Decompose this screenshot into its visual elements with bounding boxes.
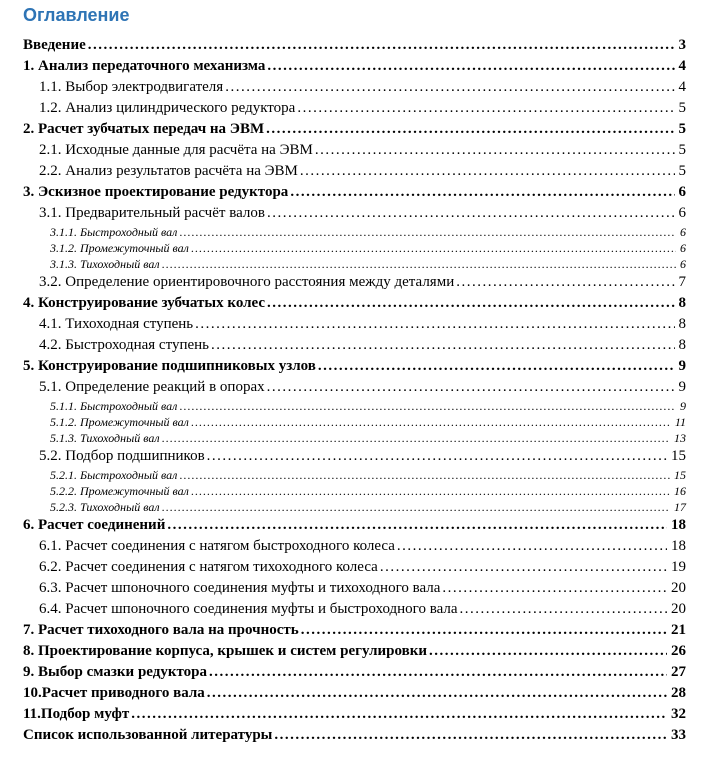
- toc-entry-label[interactable]: 3.1.1. Быстроходный вал: [50, 225, 178, 239]
- toc-entry-label[interactable]: 3.1.2. Промежуточный вал: [50, 241, 189, 255]
- toc-leader-dots: [456, 272, 674, 293]
- toc-leader-dots: [207, 683, 667, 704]
- toc-leader-dots: [195, 314, 674, 335]
- toc-entry-page[interactable]: 9: [678, 379, 686, 395]
- toc-leader-dots: [191, 414, 671, 430]
- toc-entry-label[interactable]: 5.2.3. Тихоходный вал: [50, 500, 160, 514]
- toc-entry-page[interactable]: 15: [674, 468, 686, 482]
- toc-entry[interactable]: [23, 578, 686, 599]
- toc-entry-label[interactable]: 6.4. Расчет шпоночного соединения муфты и быстроходного вала: [39, 601, 458, 617]
- toc-leader-dots: [162, 499, 670, 515]
- toc-entry-label[interactable]: 3. Эскизное проектирование редуктора: [23, 184, 289, 200]
- toc-entry-page[interactable]: 7: [678, 274, 686, 290]
- toc-entry-page[interactable]: 18: [671, 538, 686, 554]
- table-of-contents: [23, 35, 686, 746]
- toc-entry-label[interactable]: 6.1. Расчет соединения с натягом быстроходного колеса: [39, 538, 395, 554]
- toc-entry-page[interactable]: 3: [678, 37, 686, 53]
- toc-entry[interactable]: [23, 641, 686, 662]
- toc-entry-label[interactable]: 8. Проектирование корпуса, крышек и систем регулировки: [23, 643, 427, 659]
- toc-entry-page[interactable]: 13: [674, 431, 686, 445]
- toc-entry-page[interactable]: 8: [678, 295, 686, 311]
- toc-entry-label[interactable]: 5. Конструирование подшипниковых узлов: [23, 358, 316, 374]
- toc-entry[interactable]: [23, 414, 686, 430]
- toc-entry-page[interactable]: 9: [680, 399, 686, 413]
- toc-entry-page[interactable]: 5: [678, 121, 686, 137]
- toc-entry-label[interactable]: 11.Подбор муфт: [23, 706, 130, 722]
- toc-entry-page[interactable]: 9: [678, 358, 686, 374]
- toc-entry-label[interactable]: 5.1. Определение реакций в опорах: [39, 379, 265, 395]
- toc-entry-page[interactable]: 6: [680, 257, 686, 271]
- toc-leader-dots: [191, 240, 676, 256]
- toc-entry[interactable]: [23, 256, 686, 272]
- toc-entry[interactable]: [23, 203, 686, 224]
- toc-entry[interactable]: [23, 499, 686, 515]
- toc-entry-page[interactable]: 17: [674, 500, 686, 514]
- toc-entry-page[interactable]: 6: [678, 205, 686, 221]
- toc-entry[interactable]: [23, 599, 686, 620]
- toc-leader-dots: [179, 467, 670, 483]
- toc-entry-page[interactable]: 16: [674, 484, 686, 498]
- toc-leader-dots: [211, 335, 675, 356]
- toc-entry-label[interactable]: 1.1. Выбор электродвигателя: [39, 79, 224, 95]
- toc-entry-page[interactable]: 8: [678, 316, 686, 332]
- toc-entry-page[interactable]: 15: [671, 448, 686, 464]
- toc-entry-page[interactable]: 28: [671, 685, 686, 701]
- toc-entry[interactable]: [23, 356, 686, 377]
- toc-entry-label[interactable]: 5.2.1. Быстроходный вал: [50, 468, 178, 482]
- toc-entry[interactable]: [23, 398, 686, 414]
- toc-leader-dots: [267, 56, 674, 77]
- toc-entry-page[interactable]: 11: [674, 415, 686, 429]
- toc-entry-label[interactable]: 2.1. Исходные данные для расчёта на ЭВМ: [39, 142, 313, 158]
- toc-leader-dots: [290, 182, 674, 203]
- toc-entry-page[interactable]: 6: [678, 184, 686, 200]
- toc-entry-page[interactable]: 6: [680, 225, 686, 239]
- toc-leader-dots: [179, 398, 676, 414]
- toc-entry-label[interactable]: 4.1. Тихоходная ступень: [39, 316, 194, 332]
- toc-entry-page[interactable]: 4: [678, 58, 686, 74]
- toc-entry-label[interactable]: 5.1.2. Промежуточный вал: [50, 415, 189, 429]
- toc-leader-dots: [267, 293, 674, 314]
- toc-entry[interactable]: [23, 140, 686, 161]
- toc-entry-label[interactable]: 3.1. Предварительный расчёт валов: [39, 205, 265, 221]
- toc-entry-page[interactable]: 20: [671, 601, 686, 617]
- toc-entry-page[interactable]: 27: [671, 664, 686, 680]
- toc-entry-label[interactable]: 3.1.3. Тихоходный вал: [50, 257, 160, 271]
- toc-leader-dots: [167, 515, 667, 536]
- toc-leader-dots: [162, 430, 670, 446]
- toc-entry-page[interactable]: 32: [671, 706, 686, 722]
- toc-entry[interactable]: [23, 240, 686, 256]
- toc-leader-dots: [131, 704, 667, 725]
- toc-leader-dots: [301, 620, 667, 641]
- toc-entry[interactable]: [23, 483, 686, 499]
- toc-leader-dots: [274, 725, 667, 746]
- toc-title: Оглавление: [23, 5, 130, 25]
- toc-leader-dots: [266, 119, 674, 140]
- toc-entry-page[interactable]: 5: [678, 142, 686, 158]
- toc-entry-label[interactable]: 6. Расчет соединений: [23, 517, 166, 533]
- toc-entry[interactable]: [23, 536, 686, 557]
- toc-entry[interactable]: [23, 293, 686, 314]
- toc-leader-dots: [191, 483, 670, 499]
- toc-entry-page[interactable]: 4: [678, 79, 686, 95]
- toc-leader-dots: [179, 224, 676, 240]
- toc-entry-page[interactable]: 5: [678, 163, 686, 179]
- toc-entry[interactable]: [23, 377, 686, 398]
- toc-entry-label[interactable]: 7. Расчет тихоходного вала на прочность: [23, 622, 299, 638]
- toc-leader-dots: [380, 557, 667, 578]
- toc-leader-dots: [315, 140, 675, 161]
- toc-entry[interactable]: [23, 683, 686, 704]
- toc-entry-page[interactable]: 20: [671, 580, 686, 596]
- toc-entry[interactable]: [23, 725, 686, 746]
- toc-entry[interactable]: [23, 704, 686, 725]
- toc-leader-dots: [297, 98, 674, 119]
- toc-entry-label[interactable]: Введение: [23, 37, 86, 53]
- toc-entry-label[interactable]: 5.1.1. Быстроходный вал: [50, 399, 178, 413]
- toc-entry[interactable]: [23, 272, 686, 293]
- toc-entry[interactable]: [23, 335, 686, 356]
- toc-entry[interactable]: [23, 620, 686, 641]
- toc-entry[interactable]: [23, 515, 686, 536]
- toc-entry[interactable]: [23, 77, 686, 98]
- toc-entry-label[interactable]: Список использованной литературы: [23, 727, 273, 743]
- toc-entry-label[interactable]: 5.2.2. Промежуточный вал: [50, 484, 189, 498]
- toc-leader-dots: [267, 377, 675, 398]
- toc-entry-page[interactable]: 8: [678, 337, 686, 353]
- toc-entry-label[interactable]: 9. Выбор смазки редуктора: [23, 664, 207, 680]
- toc-leader-dots: [88, 35, 675, 56]
- toc-leader-dots: [442, 578, 667, 599]
- toc-leader-dots: [300, 161, 675, 182]
- toc-entry-page[interactable]: 26: [671, 643, 686, 659]
- toc-leader-dots: [225, 77, 674, 98]
- toc-entry-label[interactable]: 4. Конструирование зубчатых колес: [23, 295, 266, 311]
- toc-entry[interactable]: [23, 467, 686, 483]
- toc-entry-page[interactable]: 6: [680, 241, 686, 255]
- toc-entry[interactable]: [23, 314, 686, 335]
- toc-entry[interactable]: [23, 662, 686, 683]
- toc-entry-page[interactable]: 33: [671, 727, 686, 743]
- toc-leader-dots: [267, 203, 675, 224]
- toc-entry-label[interactable]: 1.2. Анализ цилиндрического редуктора: [39, 100, 296, 116]
- toc-entry-label[interactable]: 6.2. Расчет соединения с натягом тихоходного колеса: [39, 559, 378, 575]
- toc-entry-label[interactable]: 4.2. Быстроходная ступень: [39, 337, 209, 353]
- toc-entry[interactable]: [23, 224, 686, 240]
- toc-entry-page[interactable]: 21: [671, 622, 686, 638]
- toc-entry[interactable]: [23, 35, 686, 56]
- toc-entry[interactable]: [23, 557, 686, 578]
- toc-entry-label[interactable]: 2. Расчет зубчатых передач на ЭВМ: [23, 121, 265, 137]
- toc-leader-dots: [209, 662, 667, 683]
- toc-leader-dots: [207, 446, 667, 467]
- toc-entry-label[interactable]: 10.Расчет приводного вала: [23, 685, 205, 701]
- toc-entry-label[interactable]: 1. Анализ передаточного механизма: [23, 58, 266, 74]
- toc-entry-label[interactable]: 6.3. Расчет шпоночного соединения муфты и тихоходного вала: [39, 580, 441, 596]
- toc-entry-page[interactable]: 5: [678, 100, 686, 116]
- toc-entry-label[interactable]: 5.2. Подбор подшипников: [39, 448, 205, 464]
- toc-entry-label[interactable]: 2.2. Анализ результатов расчёта на ЭВМ: [39, 163, 298, 179]
- toc-leader-dots: [397, 536, 667, 557]
- toc-entry[interactable]: [23, 161, 686, 182]
- toc-entry[interactable]: [23, 430, 686, 446]
- toc-entry[interactable]: [23, 98, 686, 119]
- toc-entry-label[interactable]: 3.2. Определение ориентировочного расстояния между деталями: [39, 274, 455, 290]
- toc-entry[interactable]: [23, 182, 686, 203]
- toc-entry[interactable]: [23, 119, 686, 140]
- toc-leader-dots: [318, 356, 675, 377]
- toc-entry-page[interactable]: 19: [671, 559, 686, 575]
- toc-leader-dots: [429, 641, 667, 662]
- toc-leader-dots: [460, 599, 667, 620]
- toc-entry-label[interactable]: 5.1.3. Тихоходный вал: [50, 431, 160, 445]
- toc-entry-page[interactable]: 18: [671, 517, 686, 533]
- toc-leader-dots: [162, 256, 676, 272]
- toc-entry[interactable]: [23, 446, 686, 467]
- toc-entry[interactable]: [23, 56, 686, 77]
